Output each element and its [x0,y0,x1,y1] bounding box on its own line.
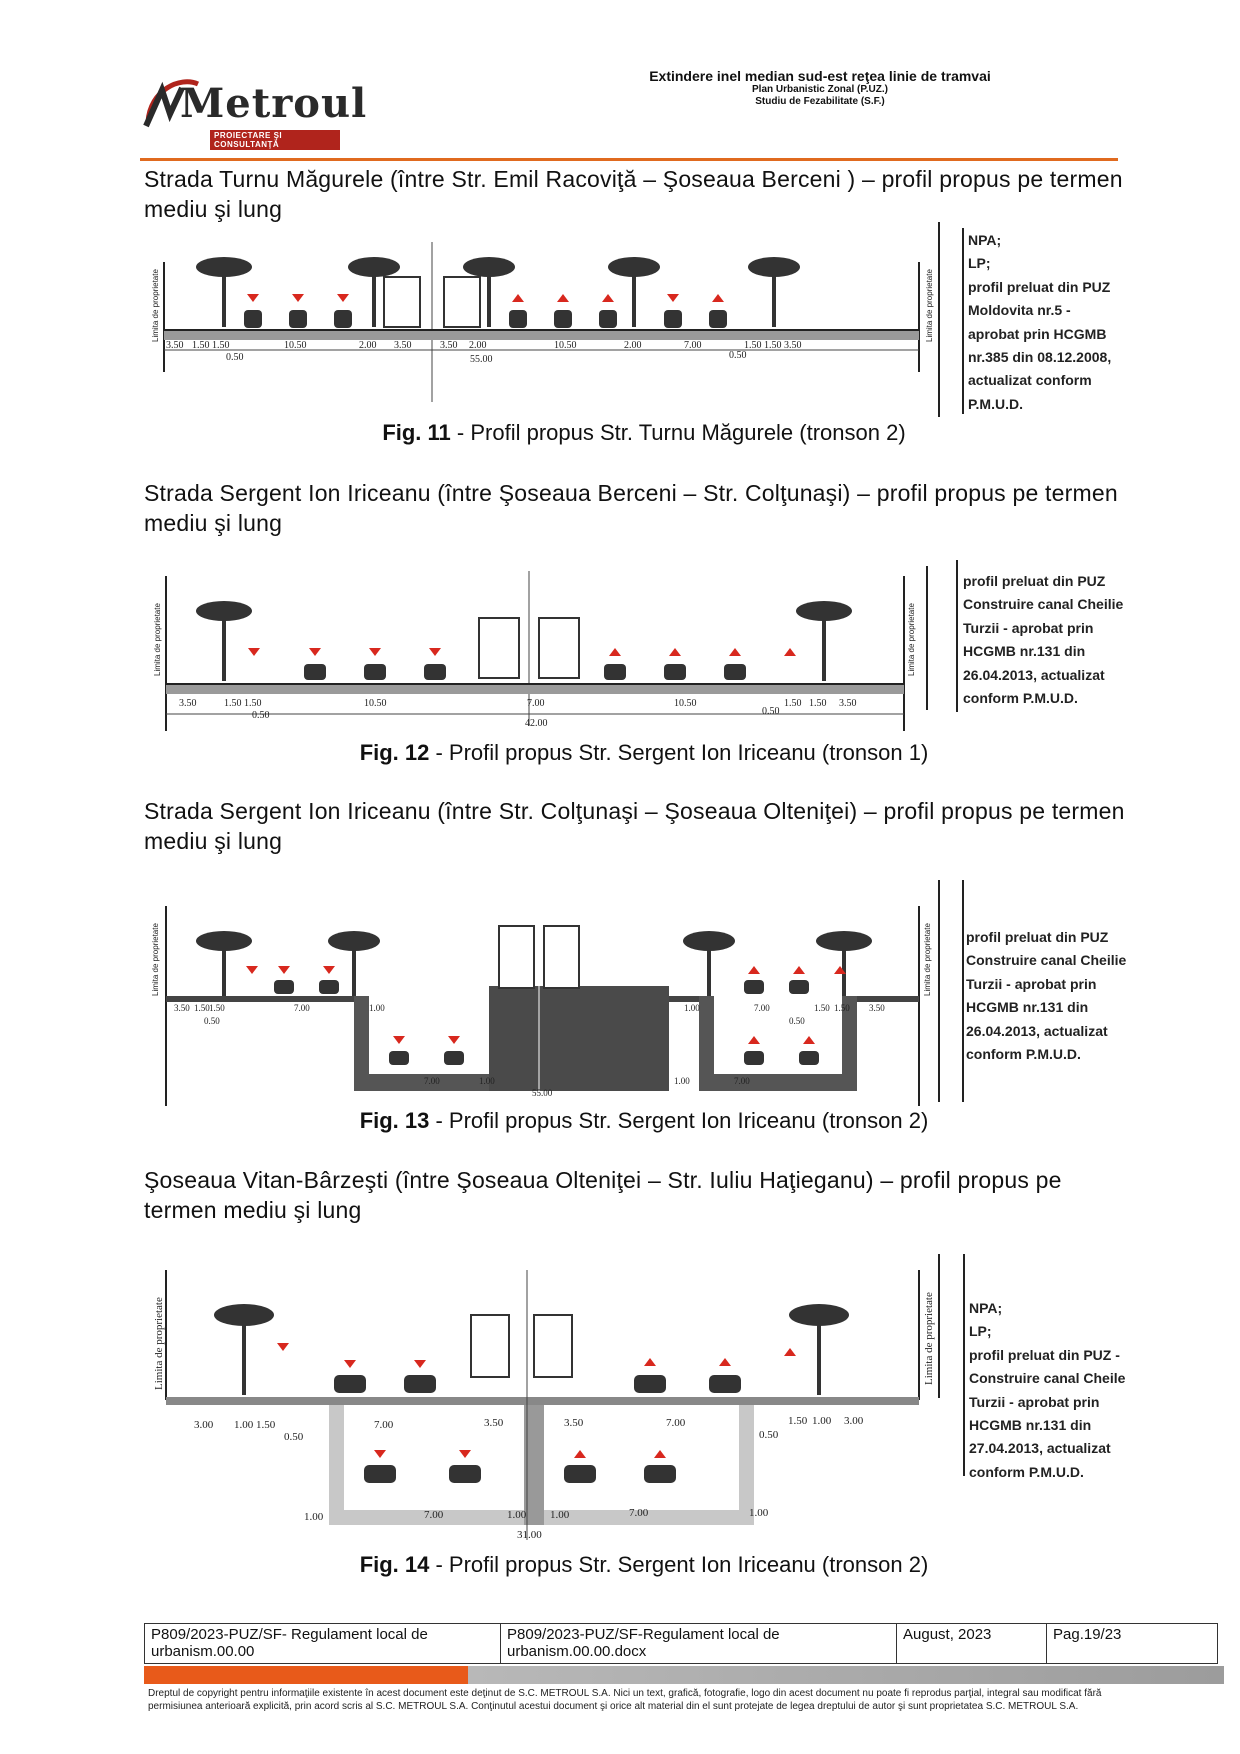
logo-wordmark: Metroul [180,80,368,127]
footer-page-number: Pag.19/23 [1053,1626,1122,1643]
property-limit-label: Limita de proprietate [925,269,934,342]
dimension-label: 1.50 [256,1419,276,1431]
property-limit-label: Limita de proprietate [923,923,932,996]
dimension-label: 1.50 [244,698,262,709]
footer-doc-code: P809/2023-PUZ/SF- Regulament local de urbanism.00.00 [145,1624,501,1663]
figure-caption: Fig. 12 - Profil propus Str. Sergent Ion Iriceanu (tronson 1) [359,740,929,765]
dimension-label: 10.50 [554,340,577,351]
dimension-label: 1.00 [749,1507,769,1519]
property-limit-label: Limita de proprietate [923,1292,935,1385]
dimension-label: 1.50 [209,1003,225,1013]
dimension-label: 1.50 [744,340,762,351]
figure-notes: NPA; LP; profil preluat din PUZ Moldovita nr.5 - aprobat prin HCGMB nr.385 din 08.12.2008, actualizat conform P.M.U.D. [968,232,1112,412]
footer-color-bar [144,1666,1224,1684]
section-heading: Strada Sergent Ion Iriceanu (între Şoseaua Berceni – Str. Colţunaşi) – profil propus pe termen mediu şi lung [144,480,1118,536]
footer-table [144,1623,1218,1664]
dimension-label: 2.00 [624,340,642,351]
dimension-label: 7.00 [294,1003,310,1013]
notes-separator [962,228,964,414]
dimension-label: 3.50 [394,340,412,351]
dimension-label: 1.50 [814,1003,830,1013]
dimension-label: 1.00 [684,1003,700,1013]
notes-separator [962,880,964,1102]
notes-separator [926,566,928,710]
dimension-label: 1.00 [369,1003,385,1013]
figure-caption: Fig. 13 - Profil propus Str. Sergent Ion Iriceanu (tronson 2) [359,1108,929,1133]
dimension-label: 10.50 [284,340,307,351]
dimension-label: 0.50 [252,710,270,721]
dimension-label: 0.50 [762,706,780,717]
dimension-label: 1.50 [224,698,242,709]
dimension-label: 0.50 [789,1016,805,1026]
company-logo [140,70,368,150]
notes-separator [963,1254,965,1476]
section-heading: Şoseaua Vitan-Bârzeşti (între Şoseaua Olteniţei – Str. Iuliu Haţieganu) – profil propus pe termen mediu şi lung [144,1167,1062,1223]
dimension-label: 3.00 [194,1419,214,1431]
dimension-label: 31.00 [517,1529,542,1541]
dimension-label: 0.50 [759,1429,779,1441]
dimension-label: 3.50 [440,340,458,351]
header-line-puz: Plan Urbanistic Zonal (P.UZ.) [752,84,888,95]
dimension-label: 1.50 [788,1415,808,1427]
dimension-label: 1.50 [212,340,230,351]
dimension-label: 1.50 [784,698,802,709]
dimension-label: 7.00 [374,1419,394,1431]
dimension-label: 3.50 [484,1417,504,1429]
figure-caption: Fig. 14 - Profil propus Str. Sergent Ion Iriceanu (tronson 2) [359,1552,929,1577]
header-line-sf: Studiu de Fezabilitate (S.F.) [755,96,885,107]
dimension-label: 1.50 [192,340,210,351]
notes-separator [938,1254,940,1398]
property-limit-label: Limita de proprietate [151,269,160,342]
dimension-label: 3.50 [784,340,802,351]
section-heading: Strada Sergent Ion Iriceanu (între Str. Colţunaşi – Şoseaua Olteniţei) – profil propus pe termen mediu şi lung [144,798,1125,854]
dimension-label: 0.50 [284,1431,304,1443]
notes-separator [956,560,958,712]
project-title: Extindere inel median sud-est reţea linie de tramvai [649,68,991,84]
dimension-label: 7.00 [684,340,702,351]
dimension-label: 2.00 [359,340,377,351]
road-profile-figure-11 [144,222,944,422]
dimension-label: 55.00 [532,1088,553,1098]
dimension-label: 7.00 [754,1003,770,1013]
copyright-notice: Dreptul de copyright pentru informaţiile existente în acest document este deţinut de S.C. METROUL S.A. Nici un text, grafică, fotografie, logo din acest document nu poate fi reprodus parţial, integral sau modificat fără permisiunea anterioară explicită, prin acord scris al S.C. METROUL S.A. Conţinutul acestui document şi orice alt material din el sunt protejate de legea dreptului de autor şi sunt proprietatea S.C. METROUL S.A. [148,1688,1102,1712]
dimension-label: 1.00 [479,1076,495,1086]
dimension-label: 3.50 [869,1003,885,1013]
dimension-label: 7.00 [424,1509,444,1521]
logo-subtitle: PROIECTARE ŞI CONSULTANŢĂ [210,130,340,150]
dimension-label: 7.00 [424,1076,440,1086]
dimension-label: 1.00 [674,1076,690,1086]
dimension-label: 10.50 [364,698,387,709]
figure-notes: profil preluat din PUZ Construire canal Cheilie Turzii - aprobat prin HCGMB nr.131 din 26.04.2013, actualizat conform P.M.U.D. [963,573,1124,707]
dimension-label: 3.50 [179,698,197,709]
dimension-label: 0.50 [226,352,244,363]
notes-separator [938,880,940,1102]
footer-date: August, 2023 [897,1624,1047,1663]
dimension-label: 1.00 [507,1509,527,1521]
dimension-label: 1.50 [834,1003,850,1013]
dimension-label: 1.50 [809,698,827,709]
dimension-label: 1.00 [550,1509,570,1521]
dimension-label: 3.50 [839,698,857,709]
notes-separator [938,222,940,417]
property-limit-label: Limita de proprietate [153,603,162,676]
dimension-label: 3.50 [174,1003,190,1013]
figure-notes: profil preluat din PUZ Construire canal Cheilie Turzii - aprobat prin HCGMB nr.131 din 26.04.2013, actualizat conform P.M.U.D. [966,929,1127,1063]
section-heading: Strada Turnu Măgurele (între Str. Emil Racoviţă – Şoseaua Berceni ) – profil propus pe termen mediu şi lung [144,166,1123,222]
figure-notes: NPA; LP; profil preluat din PUZ - Construire canal Cheile Turzii - aprobat prin HCGMB nr.131 din 27.04.2013, actualizat conform P.M.U.D. [969,1300,1126,1480]
document-header [560,68,1080,108]
dimension-label: 7.00 [527,698,545,709]
dimension-label: 1.00 [234,1419,254,1431]
footer-file-name: P809/2023-PUZ/SF-Regulament local de urbanism.00.00.docx [501,1624,897,1663]
dimension-label: 55.00 [470,354,493,365]
dimension-label: 1.50 [194,1003,210,1013]
dimension-label: 10.50 [674,698,697,709]
road-profile-figure-14 [144,1250,944,1550]
dimension-label: 0.50 [729,350,747,361]
road-profile-figure-12 [144,566,944,741]
dimension-label: 7.00 [734,1076,750,1086]
property-limit-label: Limita de proprietate [907,603,916,676]
figure-caption: Fig. 11 - Profil propus Str. Turnu Măgurele (tronson 2) [382,420,906,445]
dimension-label: 3.50 [166,340,184,351]
dimension-label: 1.50 [764,340,782,351]
dimension-label: 1.00 [304,1511,324,1523]
property-limit-label: Limita de proprietate [151,923,160,996]
dimension-label: 1.00 [812,1415,832,1427]
dimension-label: 2.00 [469,340,487,351]
dimension-label: 3.00 [844,1415,864,1427]
dimension-label: 3.50 [564,1417,584,1429]
dimension-label: 7.00 [629,1507,649,1519]
dimension-label: 0.50 [204,1016,220,1026]
header-rule [140,158,1118,161]
dimension-label: 42.00 [525,718,548,729]
property-limit-label: Limita de proprietate [153,1297,165,1390]
road-profile-figure-13 [144,896,944,1116]
dimension-label: 7.00 [666,1417,686,1429]
